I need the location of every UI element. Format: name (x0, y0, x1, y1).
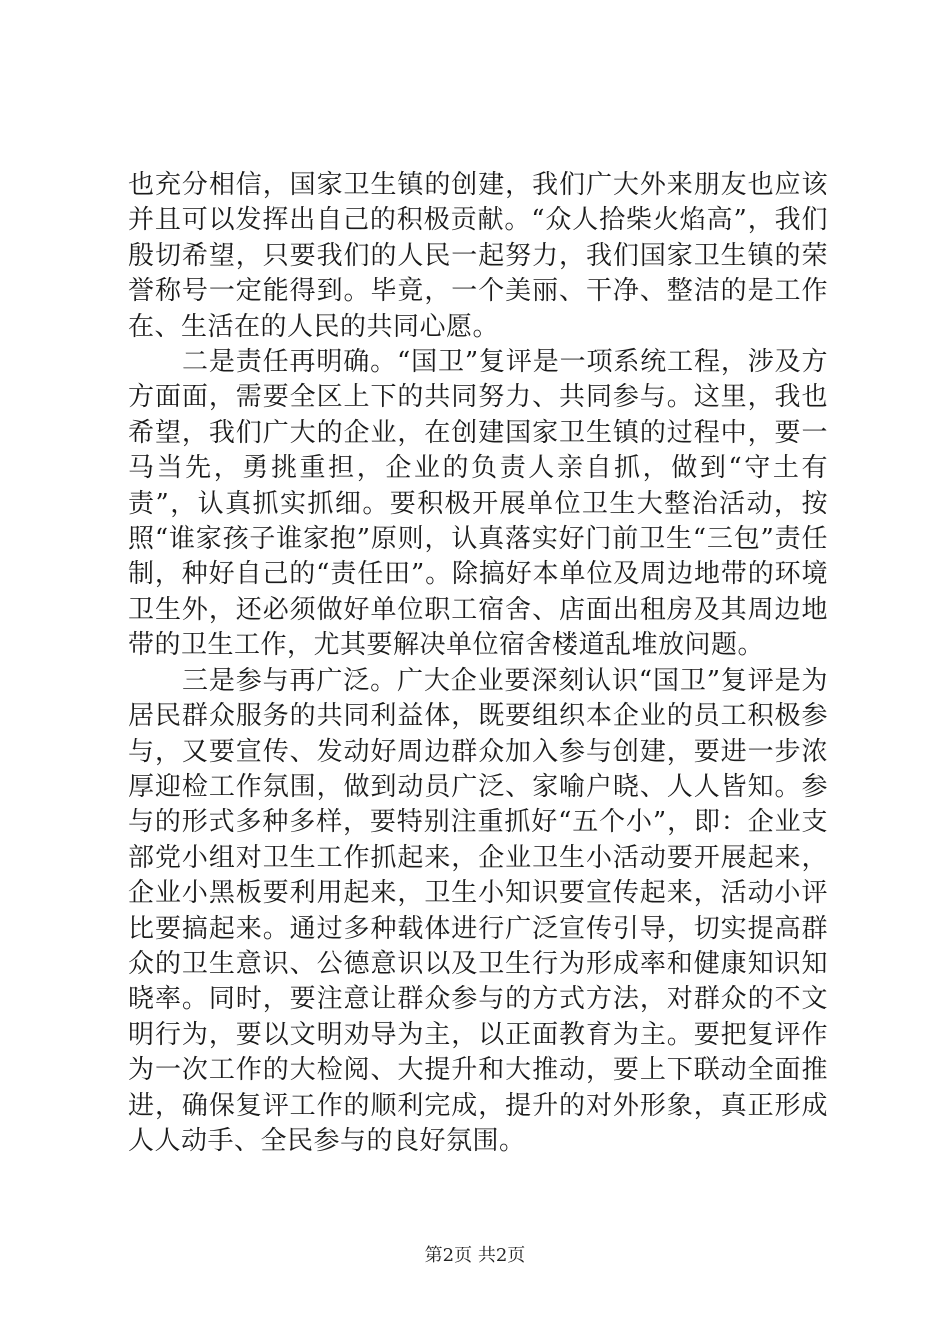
paragraph-participation: 三是参与再广泛。广大企业要深刻认识“国卫”复评是为居民群众服务的共同利益体，既要组织本企业的员工积极参与，又要宣传、发动好周边群众加入参与创建，要进一步浓厚迎检工作氛围，做到动员广泛、家喻户晓、人人皆知。参与的形式多种多样，要特别注重抓好“五个小”，即：企业支部党小组对卫生工作抓起来，企业卫生小活动要开展起来，企业小黑板要利用起来，卫生小知识要宣传起来，活动小评比要搞起来。通过多种载体进行广泛宣传引导，切实提高群众的卫生意识、公德意识以及卫生行为形成率和健康知识知晓率。同时，要注意让群众参与的方式方法，对群众的不文明行为，要以文明劝导为主，以正面教育为主。要把复评作为一次工作的大检阅、大提升和大推动，要上下联动全面推进，确保复评工作的顺利完成，提升的对外形象，真正形成人人动手、全民参与的良好氛围。 (128, 665, 828, 1156)
paragraph-responsibility: 二是责任再明确。“国卫”复评是一项系统工程，涉及方方面面，需要全区上下的共同努力、共同参与。这里，我也希望，我们广大的企业，在创建国家卫生镇的过程中，要一马当先，勇挑重担，企业的负责人亲自抓，做到“守土有责”，认真抓实抓细。要积极开展单位卫生大整治活动，按照“谁家孩子谁家抱”原则，认真落实好门前卫生“三包”责任制，种好自己的“责任田”。除搞好本单位及周边地带的环境卫生外，还必须做好单位职工宿舍、店面出租房及其周边地带的卫生工作，尤其要解决单位宿舍楼道乱堆放问题。 (128, 347, 828, 661)
document-body (128, 168, 828, 1159)
paragraph-continuation: 也充分相信，国家卫生镇的创建，我们广大外来朋友也应该并且可以发挥出自己的积极贡献。“众人拾柴火焰高”，我们殷切希望，只要我们的人民一起努力，我们国家卫生镇的荣誉称号一定能得到。毕竟，一个美丽、干净、整洁的是工作在、生活在的人民的共同心愿。 (128, 170, 828, 342)
page-number-footer: 第2页 共2页 (424, 1245, 526, 1266)
